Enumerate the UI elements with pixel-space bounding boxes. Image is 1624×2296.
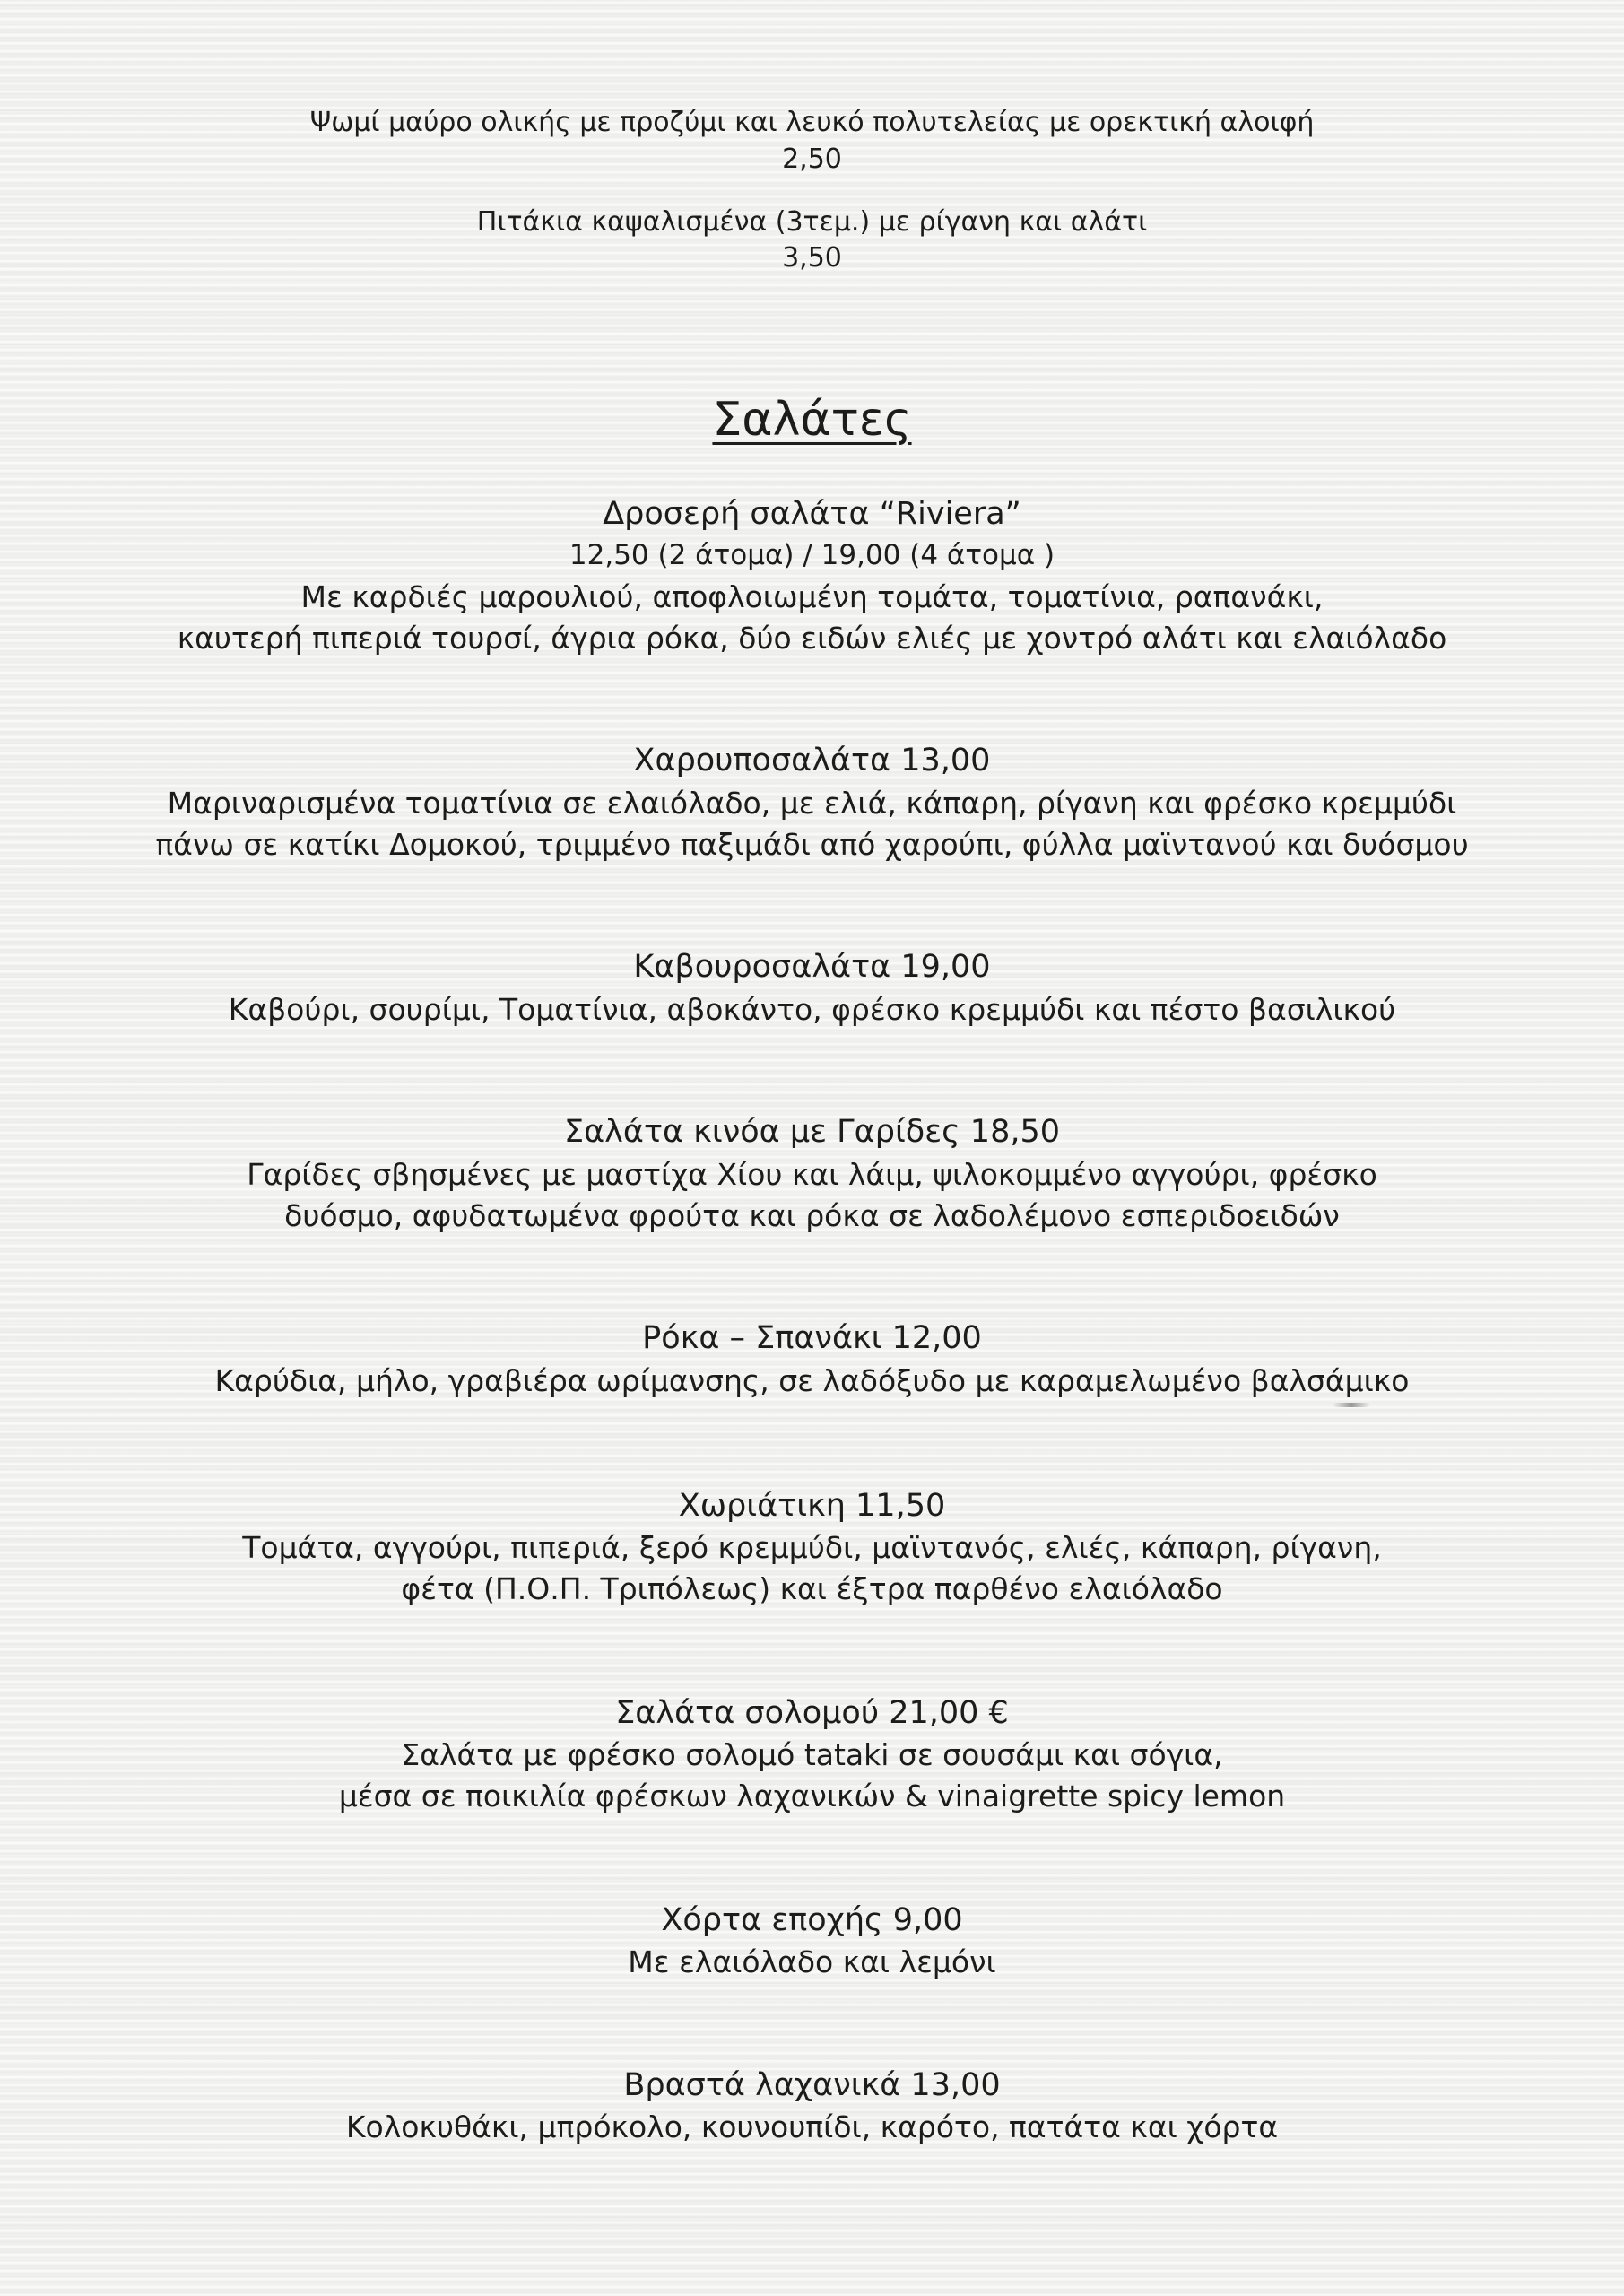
salad-description-line: Τομάτα, αγγούρι, πιπεριά, ξερό κρεμμύδι, μαϊντανός, ελιές, κάπαρη, ρίγανη, (242, 1530, 1382, 1565)
salad-title: Χωριάτικη 11,50 (678, 1488, 946, 1524)
section-title: Σαλάτες (712, 393, 912, 447)
salad-title: Καβουροσαλάτα 19,00 (633, 949, 991, 985)
bread-item-text: Πιτάκια καψαλισμένα (3τεμ.) με ρίγανη και αλάτι (476, 206, 1148, 238)
salad-description-line: Καβούρι, σουρίμι, Τοματίνια, αβοκάντο, φρέσκο κρεμμύδι και πέστο βασιλικού (228, 992, 1396, 1027)
salad-title: Ρόκα – Σπανάκι 12,00 (642, 1320, 982, 1356)
bread-item-price: 2,50 (782, 144, 842, 175)
salad-title: Βραστά λαχανικά 13,00 (623, 2067, 1001, 2103)
bread-item-price: 3,50 (782, 242, 842, 274)
salad-description-line: Σαλάτα με φρέσκο σολομό tataki σε σουσάμι και σόγια, (401, 1737, 1223, 1772)
salad-description-line: δυόσμο, αφυδατωμένα φρούτα και ρόκα σε λαδολέμονο εσπεριδοειδών (284, 1198, 1340, 1233)
salad-description-line: πάνω σε κατίκι Δομοκού, τριμμένο παξιμάδι από χαρούπι, φύλλα μαϊντανού και δυόσμου (155, 827, 1469, 862)
salad-description-line: Γαρίδες σβησμένες με μαστίχα Χίου και λάιμ, ψιλοκομμένο αγγούρι, φρέσκο (247, 1157, 1377, 1192)
salad-title: Χαρουποσαλάτα 13,00 (633, 743, 991, 778)
salad-description-line: Κολοκυθάκι, μπρόκολο, κουνουπίδι, καρότο, πατάτα και χόρτα (345, 2109, 1279, 2144)
ink-smudge (1333, 1403, 1370, 1407)
salad-description-line: Με ελαιόλαδο και λεμόνι (628, 1944, 996, 1979)
bread-item-text: Ψωμί μαύρο ολικής με προζύμι και λευκό πολυτελείας με ορεκτική αλοιφή (309, 107, 1315, 138)
salad-description-line: Με καρδιές μαρουλιού, αποφλοιωμένη τομάτα, τοματίνια, ραπανάκι, (300, 579, 1324, 614)
salad-description-line: Μαριναρισμένα τοματίνια σε ελαιόλαδο, με ελιά, κάπαρη, ρίγανη και φρέσκο κρεμμύδι (167, 786, 1457, 821)
salad-description-line: μέσα σε ποικιλία φρέσκων λαχανικών & vinaigrette spicy lemon (338, 1779, 1286, 1813)
salad-price: 12,50 (2 άτομα) / 19,00 (4 άτομα ) (569, 539, 1055, 571)
salad-title: Δροσερή σαλάτα “Riviera” (603, 496, 1021, 532)
salad-description-line: Καρύδια, μήλο, γραβιέρα ωρίμανσης, σε λαδόξυδο με καραμελωμένο βαλσάμικο (214, 1363, 1410, 1398)
salad-description-line: καυτερή πιπεριά τουρσί, άγρια ρόκα, δύο ειδών ελιές με χοντρό αλάτι και ελαιόλαδο (177, 621, 1447, 656)
salad-title: Χόρτα εποχής 9,00 (661, 1902, 963, 1938)
salad-title: Σαλάτα κινόα με Γαρίδες 18,50 (563, 1114, 1060, 1150)
salad-title: Σαλάτα σολομού 21,00 € (615, 1695, 1009, 1731)
salad-description-line: φέτα (Π.Ο.Π. Τριπόλεως) και έξτρα παρθένο ελαιόλαδο (401, 1571, 1223, 1606)
